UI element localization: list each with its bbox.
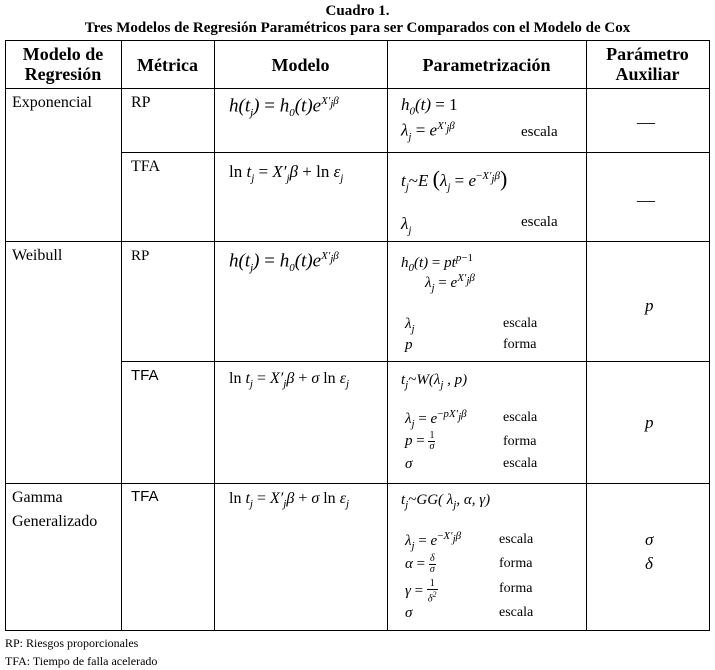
weibull-rp-param-lambda-scale: $\lambda_j$	[405, 316, 415, 335]
weibull-rp-param-lambda: $\lambda_j = e^{X'_j\beta}$	[425, 272, 475, 294]
weibull-tfa-param-p: p = $\frac{1}{\sigma}$	[405, 430, 435, 452]
header-parametrization: Parametrización	[422, 55, 551, 75]
header-bottom-rule	[5, 88, 710, 89]
header-model-name: Modelo de Regresión	[22, 44, 104, 84]
weibull-rp-param-baseline: $h_0(t) = pt^{p-1}$	[401, 252, 474, 274]
weibull-tfa-param-distribution: $t_j\sim W(\lambda_j$ , p)	[401, 372, 468, 391]
weibull-tfa-model-formula: $\ln t_j = X'_j\beta + \sigma$ $\ln \varepsilon_j$	[229, 370, 350, 391]
col-divider-1	[121, 40, 122, 631]
header-metric: Métrica	[137, 55, 198, 75]
weibull-rp-param-lambda-scale-label: escala	[503, 316, 538, 331]
exp-bottom-rule	[5, 241, 710, 242]
gamma-tfa-aux-delta: δ	[645, 554, 653, 573]
exp-tfa-metric: TFA	[131, 158, 161, 175]
weibull-model-name: Weibull	[12, 247, 63, 264]
exp-rp-model-formula: $h(t_j) = h_0(t)e^{X'_j\beta}$	[229, 95, 339, 120]
regression-models-table	[5, 40, 710, 631]
table-right-border	[709, 40, 710, 631]
exp-rp-param-baseline: $h_0(t) = 1$	[401, 95, 458, 118]
footnote-rp: RP: Riesgos proporcionales	[5, 636, 139, 650]
weibull-inner-rule	[121, 361, 710, 362]
gamma-tfa-param-lambda: $\lambda_j = e^{-X'_j\beta}$	[405, 530, 462, 552]
gamma-tfa-metric: TFA	[131, 488, 159, 505]
table-top-border	[5, 40, 710, 41]
table-caption-title: Tres Modelos de Regresión Paramétricos para ser Comparados con el Modelo de Cox	[84, 20, 631, 36]
col-divider-3	[387, 40, 388, 631]
gamma-tfa-aux-sigma: σ	[645, 530, 654, 549]
gamma-tfa-param-sigma-label: escala	[499, 605, 534, 620]
gamma-tfa-param-gamma-label: forma	[499, 581, 533, 596]
exp-rp-param-lambda-label: escala	[521, 124, 558, 140]
table-left-border	[5, 40, 6, 631]
gamma-tfa-param-gamma: γ = $\frac{1}{\delta^2}$	[405, 578, 437, 605]
gamma-tfa-param-lambda-label: escala	[499, 532, 534, 547]
exp-rp-metric: RP	[131, 94, 151, 111]
weibull-tfa-param-lambda: $\lambda_j = e^{-pX'_j\beta}$	[405, 408, 467, 430]
weibull-tfa-aux: p	[645, 413, 654, 432]
exp-tfa-param-distribution: $t_j\sim E$ $(\lambda_j = e^{-X'_j\beta})$	[401, 166, 508, 194]
gamma-tfa-model-formula: $\ln t_j = X'_j\beta + \sigma$ $\ln \varepsilon_j$	[229, 490, 350, 511]
col-divider-2	[214, 40, 215, 631]
weibull-tfa-param-sigma: σ	[405, 456, 413, 472]
footnote-tfa: TFA: Tiempo de falla acelerado	[5, 654, 158, 668]
gamma-tfa-param-alpha: α = $\frac{\delta}{\sigma}$	[405, 553, 435, 575]
weibull-tfa-param-sigma-label: escala	[503, 456, 538, 471]
exp-tfa-model-formula: $\ln t_j = X'_j\beta + \ln \varepsilon_j$	[229, 162, 344, 185]
weibull-rp-model-formula: $h(t_j) = h_0(t)e^{X'_j\beta}$	[229, 250, 339, 275]
exp-model-name: Exponencial	[12, 94, 92, 111]
gamma-tfa-param-distribution: $t_j\sim GG$( $\lambda_j$, α, γ)	[401, 492, 491, 511]
weibull-rp-param-p: p	[405, 337, 413, 353]
weibull-tfa-metric: TFA	[131, 367, 159, 384]
weibull-tfa-param-lambda-label: escala	[503, 410, 538, 425]
weibull-tfa-param-p-label: forma	[503, 434, 537, 449]
weibull-rp-param-p-label: forma	[503, 337, 537, 352]
exp-rp-param-lambda: $\lambda_j = e^{X'_j\beta}$	[401, 120, 455, 144]
exp-tfa-param-lambda-label: escala	[521, 214, 558, 230]
gamma-tfa-param-sigma: σ	[405, 605, 413, 621]
weibull-rp-aux: p	[645, 296, 654, 315]
gamma-model-name: Gamma Generalizado	[12, 489, 98, 530]
table-bottom-border	[5, 630, 710, 631]
header-aux-parameter: Parámetro Auxiliar	[606, 44, 689, 84]
exp-inner-rule	[121, 152, 710, 153]
col-divider-4	[586, 40, 587, 631]
exp-tfa-param-lambda: $\lambda_j$	[401, 214, 412, 237]
exp-tfa-aux: —	[637, 190, 655, 210]
exp-rp-aux: —	[637, 112, 655, 132]
header-model: Modelo	[271, 55, 330, 75]
weibull-bottom-rule	[5, 483, 710, 484]
gamma-tfa-param-alpha-label: forma	[499, 556, 533, 571]
table-caption-number: Cuadro 1.	[325, 3, 390, 19]
weibull-rp-metric: RP	[131, 248, 150, 264]
